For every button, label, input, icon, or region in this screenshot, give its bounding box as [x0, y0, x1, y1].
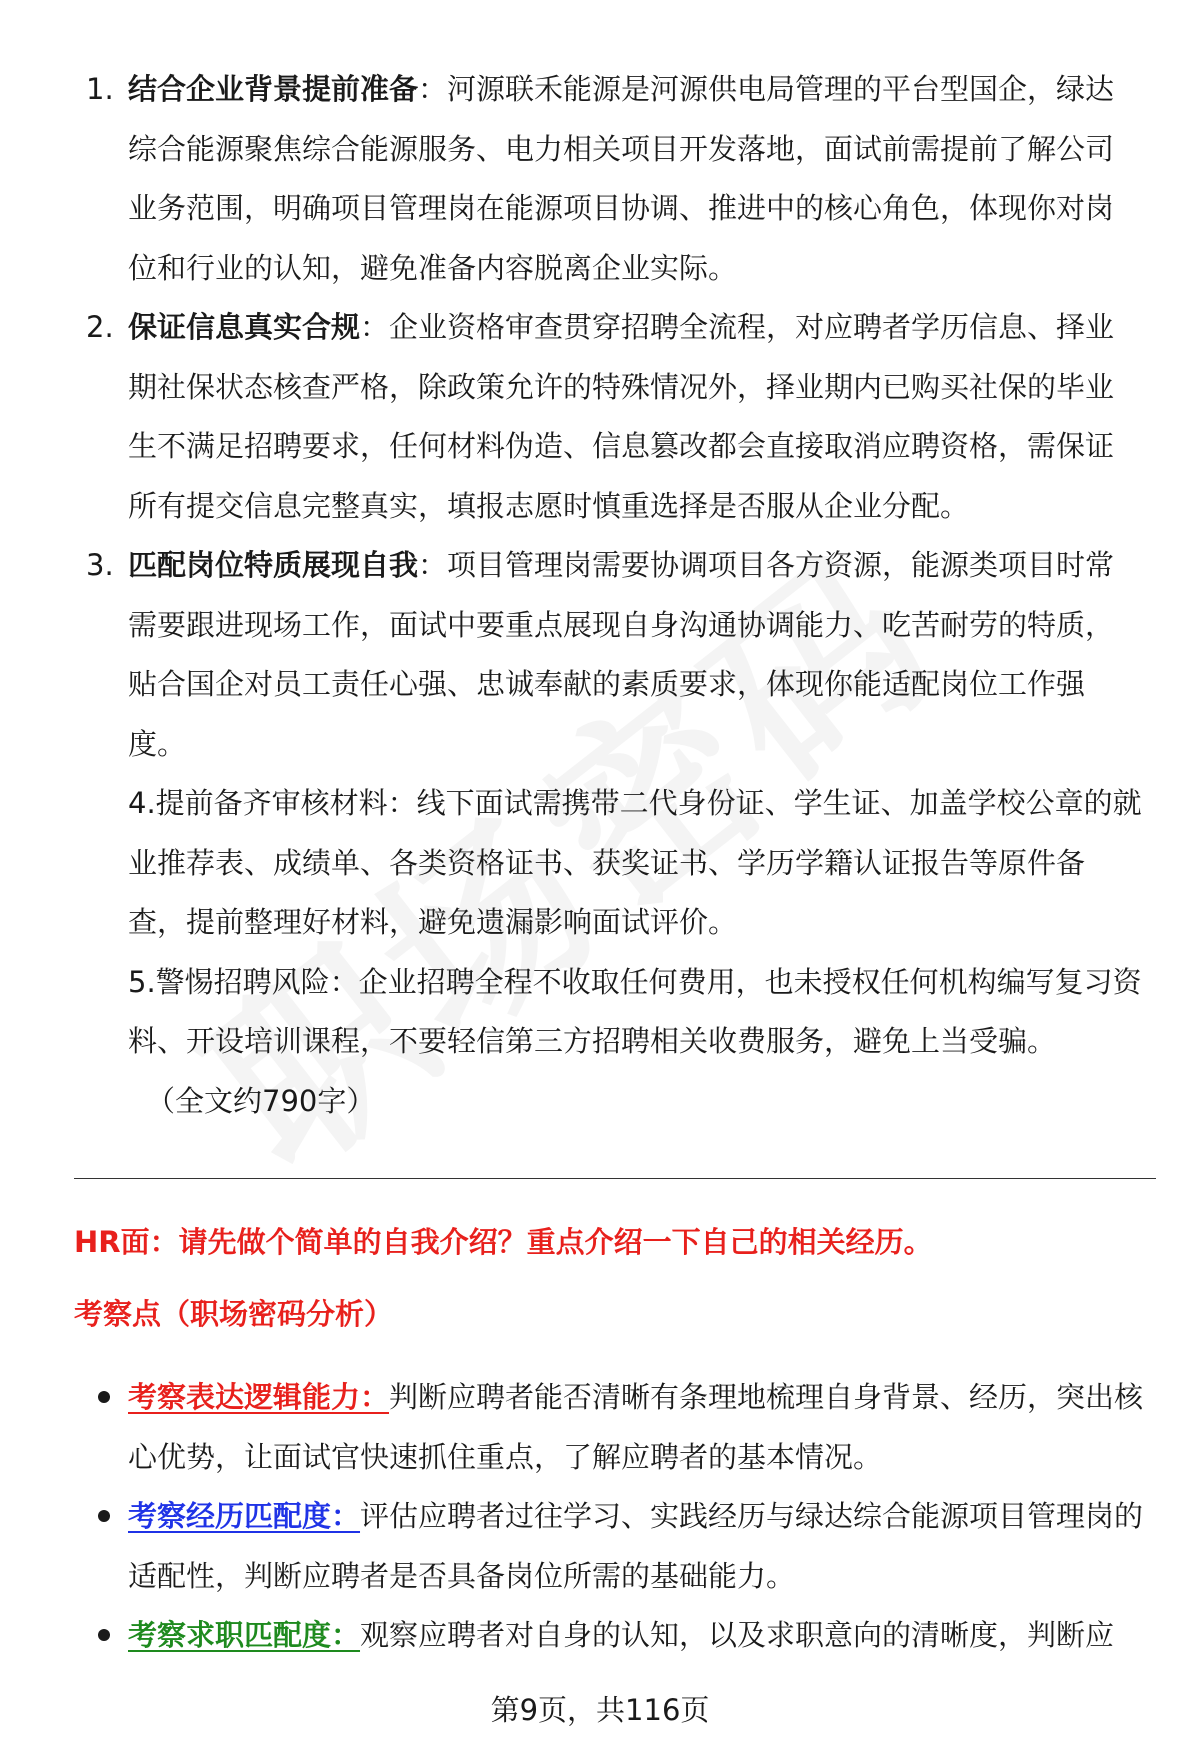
tip-number: 1.: [86, 72, 114, 106]
point-item: [82, 1368, 1156, 1487]
tip-item: [82, 298, 1142, 536]
tip-number: 3.: [86, 548, 114, 582]
section-divider: [74, 1178, 1156, 1179]
tip-item: [82, 60, 1142, 298]
tip-heading: 匹配岗位特质展现自我: [128, 548, 419, 582]
bullet-dot-icon: [98, 1510, 110, 1522]
tip-heading: 结合企业背景提前准备: [128, 72, 419, 106]
points-title: 考察点（职场密码分析）: [74, 1297, 394, 1331]
tip-body: ：企业资格审查贯穿招聘全流程，对应聘者学历信息、择业期社保状态核查严格，除政策允许的特殊情况外，择业期内已购买社保的毕业生不满足招聘要求，任何材料伪造、信息篡改都会直接取消应聘资格，需保证所有提交信息完整真实，填报志愿时慎重选择是否服从企业分配。: [128, 310, 1115, 523]
bullet-dot-icon: [98, 1391, 110, 1403]
tip-item: [82, 536, 1142, 774]
tip-body: ：项目管理岗需要协调项目各方资源，能源类项目时常需要跟进现场工作，面试中要重点展现自身沟通协调能力、吃苦耐劳的特质，贴合国企对员工责任心强、忠诚奉献的素质要求，体现你能适配岗位工作强度。: [128, 548, 1115, 761]
point-item: [82, 1487, 1156, 1606]
points-list: [82, 1368, 1156, 1666]
point-text: 评估应聘者过往学习、实践经历与绿达综合能源项目管理岗的适配性，判断应聘者是否具备岗位所需的基础能力。: [128, 1499, 1144, 1593]
tip-item-plain: 4.提前备齐审核材料：线下面试需携带二代身份证、学生证、加盖学校公章的就业推荐表、成绩单、各类资格证书、获奖证书、学历学籍认证报告等原件备查，提前整理好材料，避免遗漏影响面试评价。: [128, 786, 1142, 939]
bullet-dot-icon: [98, 1629, 110, 1641]
point-label: 考察经历匹配度：: [128, 1499, 361, 1533]
tips-list: [82, 60, 1142, 1131]
page-footer: 第9页，共116页: [490, 1693, 710, 1727]
tip-body: ：河源联禾能源是河源供电局管理的平台型国企，绿达综合能源聚焦综合能源服务、电力相关项目开发落地，面试前需提前了解公司业务范围，明确项目管理岗在能源项目协调、推进中的核心角色，体现你对岗位和行业的认知，避免准备内容脱离企业实际。: [128, 72, 1115, 285]
hr-question: HR面：请先做个简单的自我介绍？重点介绍一下自己的相关经历。: [74, 1225, 933, 1259]
tip-heading: 保证信息真实合规: [128, 310, 361, 344]
tip-number: 2.: [86, 310, 114, 344]
point-label: 考察求职匹配度：: [128, 1618, 361, 1652]
point-label: 考察表达逻辑能力：: [128, 1380, 390, 1414]
word-count: （全文约790字）: [146, 1083, 376, 1118]
point-item: [82, 1606, 1156, 1666]
point-text: 观察应聘者对自身的认知，以及求职意向的清晰度，判断应: [360, 1618, 1115, 1652]
tip-item-plain: 5.警惕招聘风险：企业招聘全程不收取任何费用，也未授权任何机构编写复习资料、开设培训课程，不要轻信第三方招聘相关收费服务，避免上当受骗。: [128, 964, 1142, 1058]
point-text: 判断应聘者能否清晰有条理地梳理自身背景、经历，突出核心优势，让面试官快速抓住重点，了解应聘者的基本情况。: [128, 1380, 1144, 1474]
